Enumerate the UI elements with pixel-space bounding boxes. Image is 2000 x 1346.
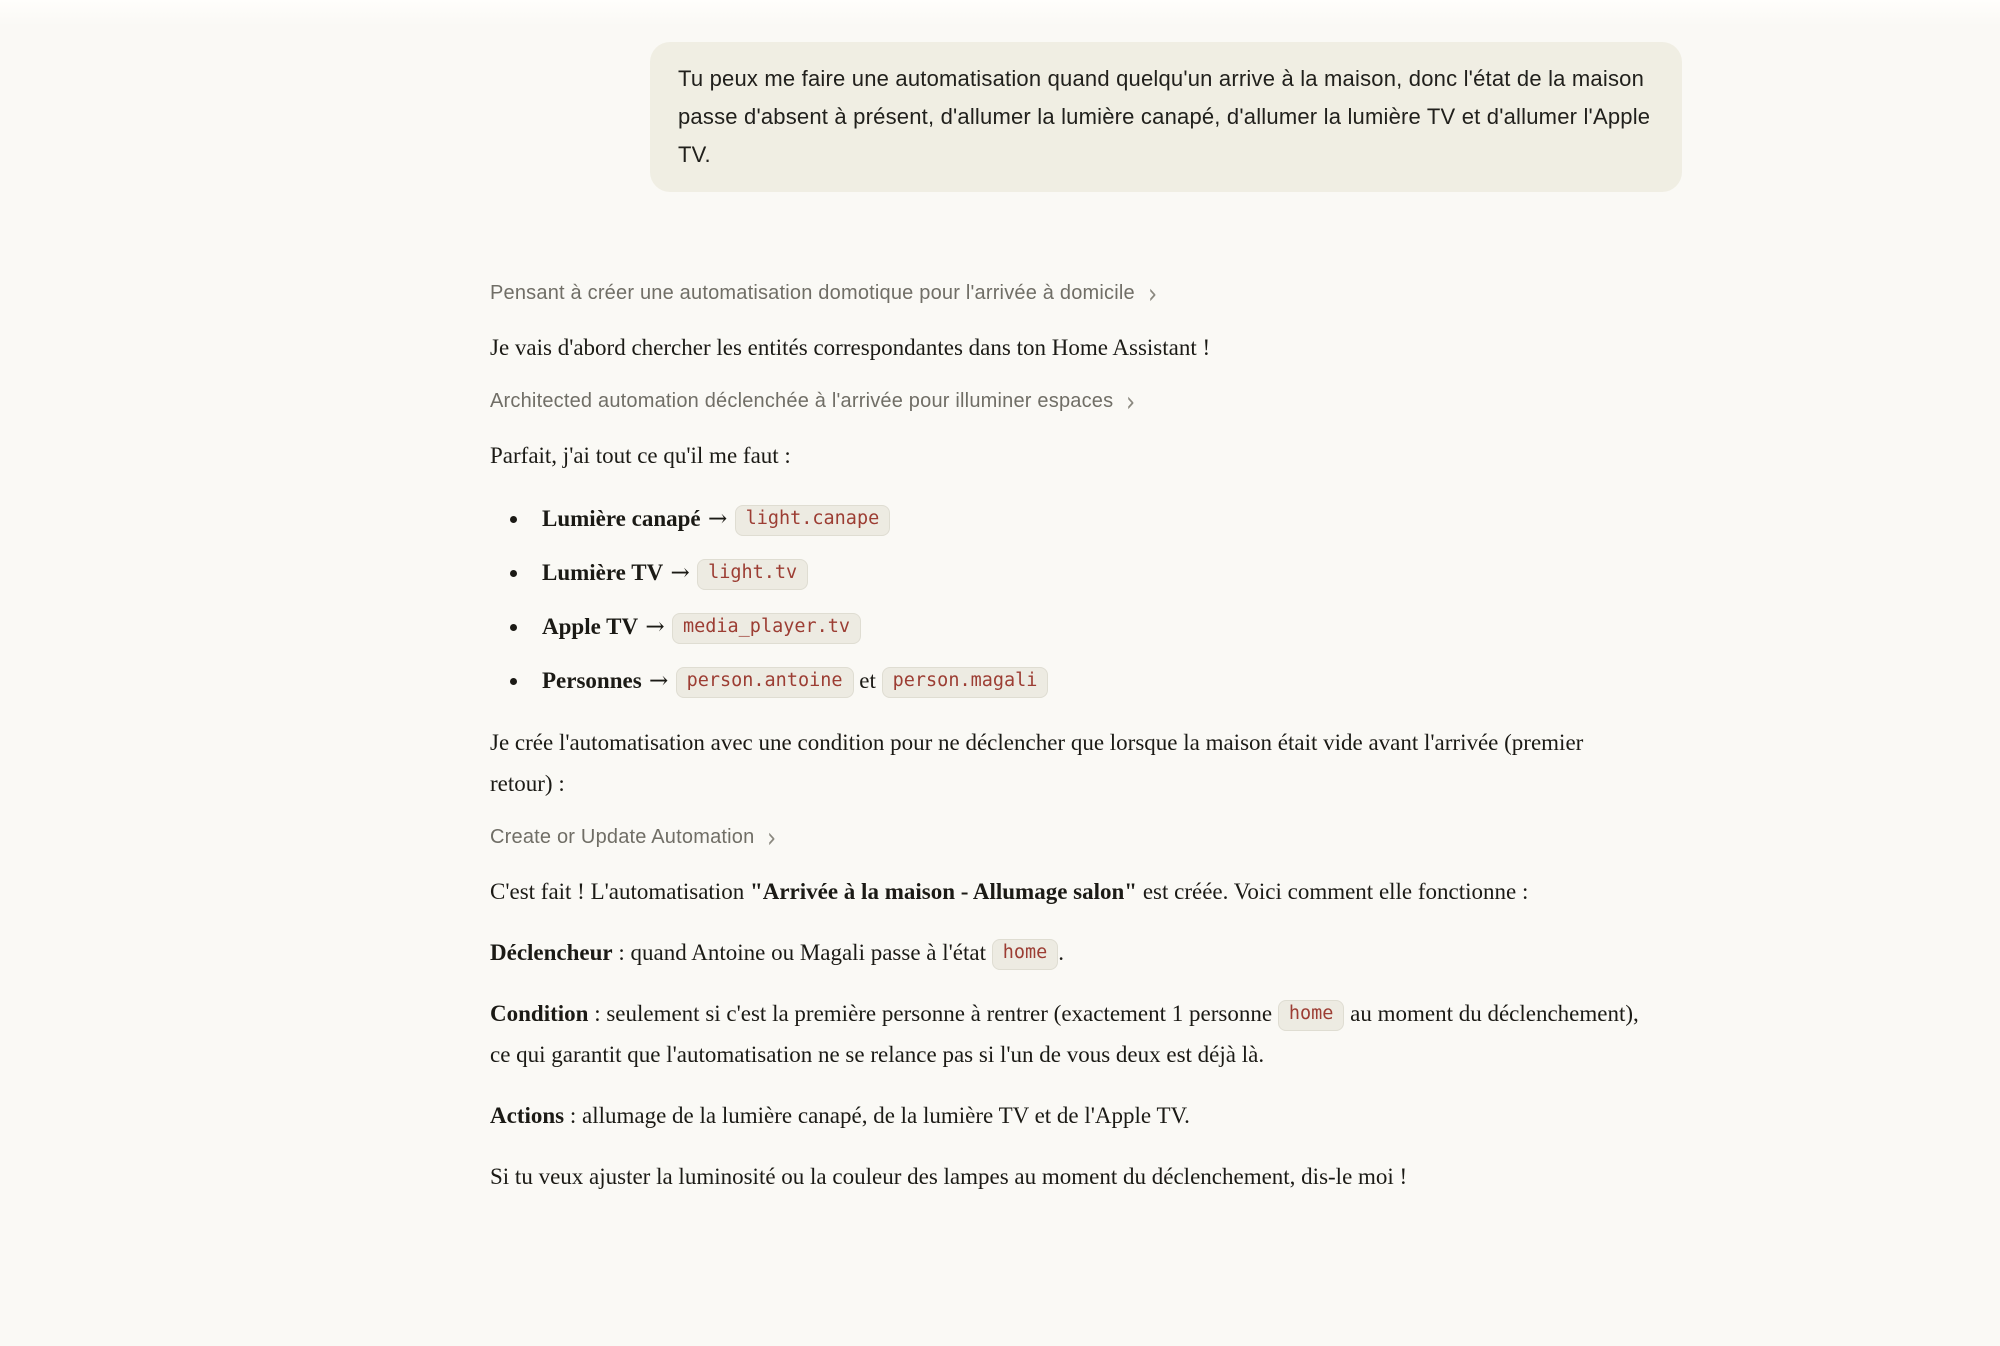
chat-content-column (490, 0, 1682, 1217)
chevron-right-icon: › (1126, 385, 1136, 418)
arrow-glyph: → (663, 560, 698, 586)
assistant-paragraph: Condition : seulement si c'est la première personne à rentrer (exactement 1 personne home au moment du déclenchement), ce qui garantit que l'automatisation ne se relance pas si l'un de vous deux est déjà là. (490, 1001, 1639, 1067)
list-item (530, 552, 1682, 594)
assistant-paragraph: Actions : allumage de la lumière canapé, de la lumière TV et de l'Apple TV. (490, 1103, 1190, 1128)
bold-text: Actions (490, 1103, 565, 1128)
bold-text: "Arrivée à la maison - Allumage salon" (749, 879, 1138, 904)
bold-text: Personnes (542, 668, 642, 693)
entity-code-chip: home (1278, 1000, 1345, 1031)
assistant-paragraph: Parfait, j'ai tout ce qu'il me faut : (490, 443, 791, 468)
list-item (530, 498, 1682, 540)
thinking-toggle-2[interactable] (490, 385, 1137, 418)
list-item (530, 606, 1682, 648)
tool-label: Create or Update Automation (490, 826, 755, 848)
entity-code-chip: person.magali (882, 667, 1049, 698)
entity-code-chip: media_player.tv (672, 613, 861, 644)
bold-text: Apple TV (542, 614, 639, 639)
chevron-right-icon: › (1147, 277, 1158, 310)
arrow-glyph: → (638, 614, 672, 640)
tool-label: Architected automation déclenchée à l'arrivée pour illuminer espaces (490, 390, 1114, 412)
assistant-paragraph: Si tu veux ajuster la luminosité ou la couleur des lampes au moment du déclenchement, dis-le moi ! (490, 1164, 1408, 1189)
entity-code-chip: home (992, 939, 1059, 970)
entity-code-chip: light.tv (697, 559, 808, 590)
entity-list (490, 498, 1682, 702)
tool-label: Pensant à créer une automatisation domotique pour l'arrivée à domicile (490, 282, 1135, 304)
bold-text: Condition (490, 1001, 589, 1026)
user-message-bubble: Tu peux me faire une automatisation quand quelqu'un arrive à la maison, donc l'état de la maison passe d'absent à présent, d'allumer la lumière canapé, d'allumer la lumière TV et d'allumer l'Apple TV. (650, 42, 1682, 192)
tool-call-toggle-create-or-update-automation[interactable] (490, 821, 778, 854)
chevron-right-icon: › (767, 821, 777, 854)
assistant-paragraph: Déclencheur : quand Antoine ou Magali passe à l'état home . (490, 932, 1650, 973)
bold-text: Déclencheur (490, 940, 613, 965)
arrow-glyph: → (641, 668, 676, 694)
entity-code-chip: light.canape (735, 505, 891, 536)
assistant-message (490, 277, 1682, 1197)
entity-code-chip: person.antoine (676, 667, 854, 698)
bold-text: Lumière canapé (542, 506, 701, 531)
arrow-glyph: → (700, 506, 735, 532)
assistant-paragraph: Je crée l'automatisation avec une condition pour ne déclencher que lorsque la maison était vide avant l'arrivée (premier retour) : (490, 730, 1584, 796)
bold-text: Lumière TV (542, 560, 664, 585)
assistant-paragraph: Je vais d'abord chercher les entités correspondantes dans ton Home Assistant ! (490, 335, 1211, 360)
thinking-toggle-1[interactable] (490, 277, 1158, 310)
assistant-paragraph: C'est fait ! L'automatisation "Arrivée à la maison - Allumage salon" est créée. Voici comment elle fonctionne : (490, 879, 1529, 904)
list-item: • Personnes → person.antoine et person.magali (530, 660, 1682, 702)
